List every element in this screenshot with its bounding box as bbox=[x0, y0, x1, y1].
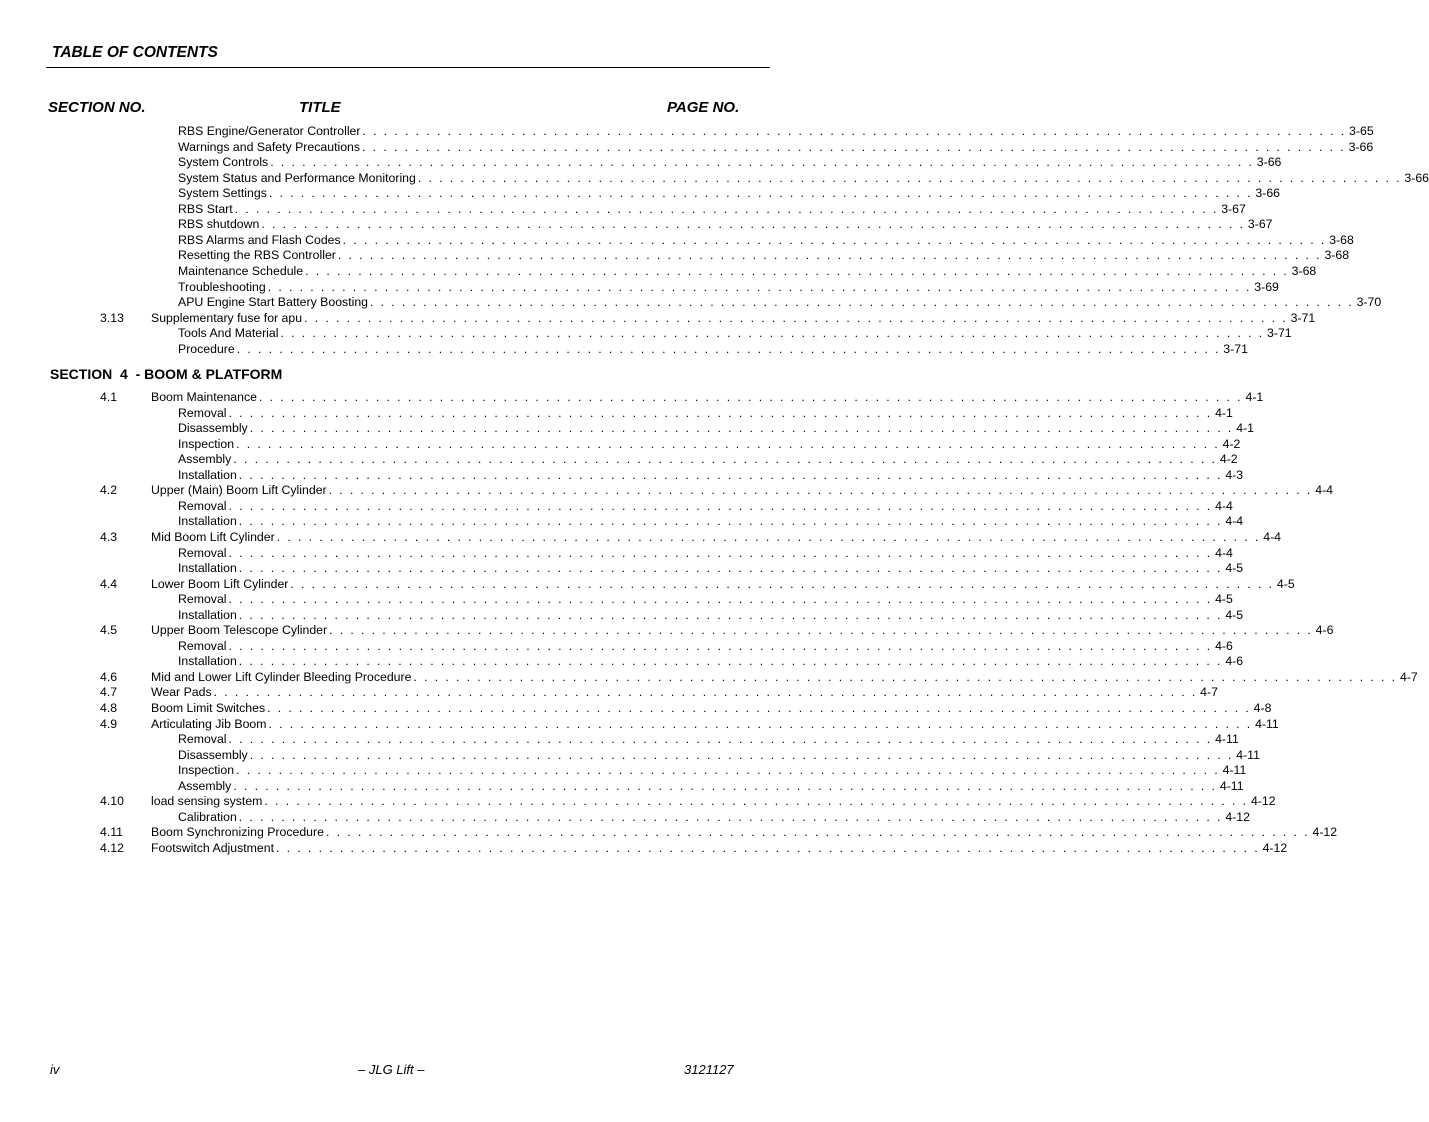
toc-entry-title: RBS shutdown bbox=[178, 217, 260, 232]
toc-entry-title: System Status and Performance Monitoring bbox=[178, 170, 416, 185]
toc-entry-page: 4-1 bbox=[1236, 421, 1255, 436]
toc-entry-page: 3-70 bbox=[1356, 295, 1382, 310]
toc-entry-page: 4-4 bbox=[1215, 545, 1233, 560]
toc-entry-number: 4.2 bbox=[100, 483, 118, 498]
toc-entry-page: 4-12 bbox=[1225, 809, 1250, 824]
toc-entry-title: Maintenance Schedule bbox=[178, 263, 304, 278]
toc-entry-page: 4-11 bbox=[1222, 763, 1247, 778]
toc-dot-leader: . . . . . . . . . . . . . . . . . . . . . . . . . . . . . . . . . . . . . . . . . . . . . . . . . . . . . . . . . . . . . . . . . . . . . . . . . . . . . . . . . . . . . . . . . . . . . bbox=[268, 186, 1253, 201]
section-4-heading[interactable]: SECTION 4 - BOOM & PLATFORM bbox=[50, 366, 283, 382]
toc-entry-title: System Controls bbox=[178, 155, 269, 170]
toc-dot-leader: . . . . . . . . . . . . . . . . . . . . . . . . . . . . . . . . . . . . . . . . . . . . . . . . . . . . . . . . . . . . . . . . . . . . . . . . . . . . . . . . . . . . . . . . . . . . . bbox=[276, 840, 1260, 855]
toc-entry[interactable] bbox=[100, 576, 1295, 593]
toc-entry[interactable] bbox=[100, 390, 1264, 406]
toc-entry-page: 4-12 bbox=[1312, 825, 1338, 840]
toc-entry-title: Disassembly bbox=[178, 421, 248, 436]
toc-entry[interactable] bbox=[178, 561, 1244, 577]
toc-dot-leader: . . . . . . . . . . . . . . . . . . . . . . . . . . . . . . . . . . . . . . . . . . . . . . . . . . . . . . . . . . . . . . . . . . . . . . . . . . . . . . . . . . . . . . . . . . . . . bbox=[213, 685, 1198, 700]
toc-entry-title: Upper (Main) Boom Lift Cylinder bbox=[151, 483, 327, 498]
toc-dot-leader: . . . . . . . . . . . . . . . . . . . . . . . . . . . . . . . . . . . . . . . . . . . . . . . . . . . . . . . . . . . . . . . . . . . . . . . . . . . . . . . . . . . . . . . . . . . . . bbox=[233, 778, 1217, 793]
toc-entry[interactable] bbox=[178, 405, 1233, 422]
toc-entry-page: 3-71 bbox=[1290, 310, 1316, 325]
toc-dot-leader: . . . . . . . . . . . . . . . . . . . . . . . . . . . . . . . . . . . . . . . . . . . . . . . . . . . . . . . . . . . . . . . . . . . . . . . . . . . . . . . . . . . . . . . . . . . . . bbox=[249, 747, 1234, 762]
toc-entry-number: 4.6 bbox=[100, 669, 118, 684]
toc-entry-number: 4.4 bbox=[100, 576, 118, 591]
toc-entry-title: Inspection bbox=[178, 436, 235, 451]
toc-entry-page: 3-66 bbox=[1404, 170, 1429, 185]
toc-entry-title: Calibration bbox=[178, 809, 237, 824]
toc-entry[interactable] bbox=[178, 421, 1255, 437]
toc-entry-page: 4-5 bbox=[1225, 561, 1244, 576]
toc-entry[interactable] bbox=[178, 279, 1279, 296]
toc-dot-leader: . . . . . . . . . . . . . . . . . . . . . . . . . . . . . . . . . . . . . . . . . . . . . . . . . . . . . . . . . . . . . . . . . . . . . . . . . . . . . . . . . . . . . . . . . . . . . bbox=[228, 498, 1213, 513]
toc-entry[interactable] bbox=[100, 529, 1282, 546]
toc-entry-page: 4-4 bbox=[1263, 529, 1282, 544]
toc-entry-title: RBS Alarms and Flash Codes bbox=[178, 232, 341, 247]
toc-entry[interactable] bbox=[178, 778, 1244, 795]
toc-dot-leader: . . . . . . . . . . . . . . . . . . . . . . . . . . . . . . . . . . . . . . . . . . . . . . . . . . . . . . . . . . . . . . . . . . . . . . . . . . . . . . . . . . . . . . . . . . . . . bbox=[236, 763, 1220, 778]
toc-entry[interactable] bbox=[178, 607, 1244, 624]
toc-entry[interactable] bbox=[178, 747, 1260, 764]
toc-entry-title: Warnings and Safety Precautions bbox=[178, 139, 361, 154]
toc-entry-page: 4-6 bbox=[1315, 623, 1334, 638]
toc-entry-page: 4-12 bbox=[1250, 794, 1276, 809]
toc-entry[interactable] bbox=[178, 732, 1239, 748]
toc-dot-leader: . . . . . . . . . . . . . . . . . . . . . . . . . . . . . . . . . . . . . . . . . . . . . . . . . . . . . . . . . . . . . . . . . . . . . . . . . . . . . . . . . . . . . . . . . . . . . bbox=[238, 514, 1223, 529]
toc-dot-leader: . . . . . . . . . . . . . . . . . . . . . . . . . . . . . . . . . . . . . . . . . . . . . . . . . . . . . . . . . . . . . . . . . . . . . . . . . . . . . . . . . . . . . . . . . . . . . bbox=[238, 809, 1223, 824]
toc-entry-page: 4-11 bbox=[1219, 778, 1244, 793]
toc-dot-leader: . . . . . . . . . . . . . . . . . . . . . . . . . . . . . . . . . . . . . . . . . . . . . . . . . . . . . . . . . . . . . . . . . . . . . . . . . . . . . . . . . . . . . . . . . . . . . bbox=[304, 310, 1288, 325]
toc-entry-title: Removal bbox=[178, 405, 227, 420]
toc-entry-title: Removal bbox=[178, 638, 227, 653]
toc-entry-title: Articulating Jib Boom bbox=[151, 716, 267, 731]
toc-entry-title: Footswitch Adjustment bbox=[151, 840, 275, 855]
toc-entry[interactable] bbox=[178, 452, 1238, 468]
toc-dot-leader: . . . . . . . . . . . . . . . . . . . . . . . . . . . . . . . . . . . . . . . . . . . . . . . . . . . . . . . . . . . . . . . . . . . . . . . . . . . . . . . . . . . . . . . . . . . . . bbox=[267, 279, 1252, 294]
toc-entry-page: 3-65 bbox=[1349, 124, 1374, 138]
toc-dot-leader: . . . . . . . . . . . . . . . . . . . . . . . . . . . . . . . . . . . . . . . . . . . . . . . . . . . . . . . . . . . . . . . . . . . . . . . . . . . . . . . . . . . . . . . . . . . . . bbox=[305, 263, 1289, 278]
toc-entry-page: 3-69 bbox=[1254, 279, 1279, 294]
toc-entry-title: Boom Maintenance bbox=[151, 390, 257, 404]
toc-dot-leader: . . . . . . . . . . . . . . . . . . . . . . . . . . . . . . . . . . . . . . . . . . . . . . . . . . . . . . . . . . . . . . . . . . . . . . . . . . . . . . . . . . . . . . . . . . . . . bbox=[233, 452, 1217, 467]
toc-entry[interactable] bbox=[178, 248, 1350, 264]
toc-entry[interactable] bbox=[178, 201, 1246, 218]
toc-entry[interactable] bbox=[178, 763, 1247, 779]
toc-entry-title: Inspection bbox=[178, 763, 235, 778]
toc-entry-page: 3-66 bbox=[1256, 155, 1282, 170]
toc-entry-page: 4-7 bbox=[1200, 685, 1218, 700]
toc-entry-page: 4-5 bbox=[1225, 607, 1244, 622]
toc-entry-number: 4.12 bbox=[100, 840, 124, 855]
toc-entry-page: 4-8 bbox=[1253, 701, 1272, 715]
toc-entry-page: 4-5 bbox=[1276, 576, 1295, 591]
toc-entry-page: 4-4 bbox=[1215, 498, 1233, 513]
toc-entry-title: Installation bbox=[178, 467, 237, 482]
toc-entry[interactable] bbox=[100, 669, 1418, 686]
toc-entry-number: 4.9 bbox=[100, 716, 118, 731]
toc-entry-title: Lower Boom Lift Cylinder bbox=[151, 576, 289, 591]
toc-entry-page: 4-1 bbox=[1245, 390, 1264, 404]
toc-entry-title: Upper Boom Telescope Cylinder bbox=[151, 623, 328, 638]
toc-entry-title: Tools And Material bbox=[178, 326, 279, 341]
toc-dot-leader: . . . . . . . . . . . . . . . . . . . . . . . . . . . . . . . . . . . . . . . . . . . . . . . . . . . . . . . . . . . . . . . . . . . . . . . . . . . . . . . . . . . . . . . . . . . . . bbox=[280, 326, 1265, 341]
toc-entry-title: Assembly bbox=[178, 778, 232, 793]
toc-entry-title: Removal bbox=[178, 732, 227, 747]
toc-entry[interactable] bbox=[178, 155, 1282, 171]
toc-entry-number: 4.10 bbox=[100, 794, 124, 809]
toc-entry-page: 4-2 bbox=[1219, 452, 1238, 467]
toc-entry-title: Boom Synchronizing Procedure bbox=[151, 825, 324, 840]
toc-entry-number: 4.1 bbox=[100, 390, 118, 404]
toc-entry-page: 3-71 bbox=[1223, 341, 1248, 356]
toc-dot-leader: . . . . . . . . . . . . . . . . . . . . . . . . . . . . . . . . . . . . . . . . . . . . . . . . . . . . . . . . . . . . . . . . . . . . . . . . . . . . . . . . . . . . . . . . . . . . . bbox=[258, 390, 1243, 404]
toc-dot-leader: . . . . . . . . . . . . . . . . . . . . . . . . . . . . . . . . . . . . . . . . . . . . . . . . . . . . . . . . . . . . . . . . . . . . . . . . . . . . . . . . . . . . . . . . . . . . . bbox=[238, 607, 1223, 622]
toc-entry-page: 3-71 bbox=[1267, 326, 1292, 341]
toc-entry[interactable] bbox=[178, 809, 1250, 826]
toc-dot-leader: . . . . . . . . . . . . . . . . . . . . . . . . . . . . . . . . . . . . . . . . . . . . . . . . . . . . . . . . . . . . . . . . . . . . . . . . . . . . . . . . . . . . . . . . . . . . . bbox=[362, 139, 1346, 154]
toc-entry-page: 4-12 bbox=[1262, 840, 1288, 855]
toc-entry-page: 4-11 bbox=[1236, 747, 1260, 762]
toc-dot-leader: . . . . . . . . . . . . . . . . . . . . . . . . . . . . . . . . . . . . . . . . . . . . . . . . . . . . . . . . . . . . . . . . . . . . . . . . . . . . . . . . . . . . . . . . . . . . . bbox=[228, 592, 1213, 607]
toc-entry-page: 4-1 bbox=[1215, 405, 1233, 420]
toc-dot-leader: . . . . . . . . . . . . . . . . . . . . . . . . . . . . . . . . . . . . . . . . . . . . . . . . . . . . . . . . . . . . . . . . . . . . . . . . . . . . . . . . . . . . . . . . . . . . . bbox=[238, 654, 1223, 669]
toc-entry[interactable] bbox=[100, 794, 1276, 810]
toc-entry-title: RBS Engine/Generator Controller bbox=[178, 124, 361, 138]
toc-entry-title: Installation bbox=[178, 607, 237, 622]
toc-entry[interactable] bbox=[100, 825, 1338, 841]
toc-entry-page: 4-5 bbox=[1215, 592, 1233, 607]
toc-entry[interactable] bbox=[178, 498, 1233, 515]
toc-entry[interactable] bbox=[178, 545, 1233, 562]
toc-entry-title: load sensing system bbox=[151, 794, 263, 809]
toc-entry[interactable] bbox=[100, 623, 1334, 639]
toc-entry-title: Assembly bbox=[178, 452, 232, 467]
toc-entry-page: 4-11 bbox=[1255, 716, 1279, 731]
toc-entry-number: 4.7 bbox=[100, 685, 118, 700]
toc-entry[interactable] bbox=[100, 840, 1288, 857]
toc-entry-page: 3-68 bbox=[1291, 263, 1317, 278]
toc-entry[interactable] bbox=[178, 592, 1233, 608]
toc-entry[interactable] bbox=[178, 326, 1292, 342]
toc-entry-title: APU Engine Start Battery Boosting bbox=[178, 295, 369, 310]
header-divider bbox=[46, 67, 770, 68]
toc-entry-title: Mid and Lower Lift Cylinder Bleeding Procedure bbox=[151, 669, 412, 684]
toc-dot-leader: . . . . . . . . . . . . . . . . . . . . . . . . . . . . . . . . . . . . . . . . . . . . . . . . . . . . . . . . . . . . . . . . . . . . . . . . . . . . . . . . . . . . . . . . . . . . . bbox=[328, 483, 1313, 498]
toc-entry-page: 4-3 bbox=[1225, 467, 1244, 482]
toc-entry-title: Installation bbox=[178, 654, 237, 669]
toc-entry[interactable] bbox=[178, 124, 1374, 140]
toc-entry[interactable] bbox=[178, 467, 1244, 484]
toc-entry[interactable] bbox=[178, 436, 1241, 453]
toc-entry-number: 3.13 bbox=[100, 310, 124, 325]
toc-entry-page: 3-67 bbox=[1221, 201, 1246, 216]
toc-entry[interactable] bbox=[100, 685, 1218, 701]
footer-center-text: – JLG Lift – bbox=[358, 1062, 425, 1077]
toc-entry-page: 4-6 bbox=[1215, 638, 1233, 653]
toc-entry-number: 4.11 bbox=[100, 825, 124, 840]
toc-entry-page: 4-4 bbox=[1315, 483, 1333, 498]
toc-entry-number: 4.8 bbox=[100, 701, 118, 715]
toc-entry[interactable] bbox=[178, 654, 1244, 670]
toc-entry-title: Disassembly bbox=[178, 747, 248, 762]
footer-page-number: iv bbox=[50, 1062, 60, 1077]
toc-entry[interactable] bbox=[178, 170, 1429, 187]
toc-entry-title: Removal bbox=[178, 592, 227, 607]
toc-dot-leader: . . . . . . . . . . . . . . . . . . . . . . . . . . . . . . . . . . . . . . . . . . . . . . . . . . . . . . . . . . . . . . . . . . . . . . . . . . . . . . . . . . . . . . . . . . . . . bbox=[417, 170, 1402, 185]
toc-entry-number: 4.3 bbox=[100, 529, 118, 544]
toc-dot-leader: . . . . . . . . . . . . . . . . . . . . . . . . . . . . . . . . . . . . . . . . . . . . . . . . . . . . . . . . . . . . . . . . . . . . . . . . . . . . . . . . . . . . . . . . . . . . . bbox=[261, 217, 1245, 232]
toc-dot-leader: . . . . . . . . . . . . . . . . . . . . . . . . . . . . . . . . . . . . . . . . . . . . . . . . . . . . . . . . . . . . . . . . . . . . . . . . . . . . . . . . . . . . . . . . . . . . . bbox=[228, 545, 1213, 560]
toc-entry-page: 3-66 bbox=[1348, 139, 1374, 154]
toc-dot-leader: . . . . . . . . . . . . . . . . . . . . . . . . . . . . . . . . . . . . . . . . . . . . . . . . . . . . . . . . . . . . . . . . . . . . . . . . . . . . . . . . . . . . . . . . . . . . . bbox=[234, 201, 1219, 216]
toc-entry[interactable] bbox=[100, 310, 1316, 327]
toc-entry-title: RBS Start bbox=[178, 201, 233, 216]
toc-entry[interactable] bbox=[100, 716, 1279, 733]
toc-entry-title: Removal bbox=[178, 498, 227, 513]
toc-dot-leader: . . . . . . . . . . . . . . . . . . . . . . . . . . . . . . . . . . . . . . . . . . . . . . . . . . . . . . . . . . . . . . . . . . . . . . . . . . . . . . . . . . . . . . . . . . . . . bbox=[268, 716, 1253, 731]
toc-dot-leader: . . . . . . . . . . . . . . . . . . . . . . . . . . . . . . . . . . . . . . . . . . . . . . . . . . . . . . . . . . . . . . . . . . . . . . . . . . . . . . . . . . . . . . . . . . . . . bbox=[228, 732, 1213, 747]
toc-entry[interactable] bbox=[100, 483, 1333, 499]
toc-dot-leader: . . . . . . . . . . . . . . . . . . . . . . . . . . . . . . . . . . . . . . . . . . . . . . . . . . . . . . . . . . . . . . . . . . . . . . . . . . . . . . . . . . . . . . . . . . . . . bbox=[249, 421, 1234, 436]
toc-entry-title: System Settings bbox=[178, 186, 267, 201]
toc-dot-leader: . . . . . . . . . . . . . . . . . . . . . . . . . . . . . . . . . . . . . . . . . . . . . . . . . . . . . . . . . . . . . . . . . . . . . . . . . . . . . . . . . . . . . . . . . . . . . bbox=[270, 155, 1254, 170]
toc-entry[interactable] bbox=[178, 263, 1317, 280]
toc-entry-page: 4-7 bbox=[1399, 669, 1418, 684]
toc-entry-title: Procedure bbox=[178, 341, 235, 356]
toc-entry[interactable] bbox=[178, 186, 1281, 202]
toc-entry-page: 3-66 bbox=[1255, 186, 1281, 201]
toc-dot-leader: . . . . . . . . . . . . . . . . . . . . . . . . . . . . . . . . . . . . . . . . . . . . . . . . . . . . . . . . . . . . . . . . . . . . . . . . . . . . . . . . . . . . . . . . . . . . . bbox=[264, 794, 1248, 809]
toc-entry[interactable] bbox=[178, 295, 1382, 311]
toc-entry[interactable] bbox=[178, 217, 1273, 233]
toc-dot-leader: . . . . . . . . . . . . . . . . . . . . . . . . . . . . . . . . . . . . . . . . . . . . . . . . . . . . . . . . . . . . . . . . . . . . . . . . . . . . . . . . . . . . . . . . . . . . . bbox=[413, 669, 1397, 684]
toc-entry-title: Mid Boom Lift Cylinder bbox=[151, 529, 275, 544]
toc-entry-title: Installation bbox=[178, 514, 237, 529]
toc-dot-leader: . . . . . . . . . . . . . . . . . . . . . . . . . . . . . . . . . . . . . . . . . . . . . . . . . . . . . . . . . . . . . . . . . . . . . . . . . . . . . . . . . . . . . . . . . . . . . bbox=[236, 341, 1221, 356]
toc-dot-leader: . . . . . . . . . . . . . . . . . . . . . . . . . . . . . . . . . . . . . . . . . . . . . . . . . . . . . . . . . . . . . . . . . . . . . . . . . . . . . . . . . . . . . . . . . . . . . bbox=[228, 405, 1213, 420]
toc-dot-leader: . . . . . . . . . . . . . . . . . . . . . . . . . . . . . . . . . . . . . . . . . . . . . . . . . . . . . . . . . . . . . . . . . . . . . . . . . . . . . . . . . . . . . . . . . . . . . bbox=[238, 561, 1223, 576]
toc-entry[interactable] bbox=[178, 232, 1354, 249]
toc-entry[interactable] bbox=[178, 341, 1248, 358]
toc-dot-leader: . . . . . . . . . . . . . . . . . . . . . . . . . . . . . . . . . . . . . . . . . . . . . . . . . . . . . . . . . . . . . . . . . . . . . . . . . . . . . . . . . . . . . . . . . . . . . bbox=[236, 436, 1220, 451]
toc-dot-leader: . . . . . . . . . . . . . . . . . . . . . . . . . . . . . . . . . . . . . . . . . . . . . . . . . . . . . . . . . . . . . . . . . . . . . . . . . . . . . . . . . . . . . . . . . . . . . bbox=[276, 529, 1261, 544]
toc-entry-title: Supplementary fuse for apu bbox=[151, 310, 303, 325]
column-page-no: PAGE NO. bbox=[667, 99, 740, 116]
toc-entry[interactable] bbox=[178, 514, 1244, 530]
toc-entry-page: 3-68 bbox=[1324, 248, 1350, 263]
toc-entry-page: 4-11 bbox=[1215, 732, 1239, 747]
toc-dot-leader: . . . . . . . . . . . . . . . . . . . . . . . . . . . . . . . . . . . . . . . . . . . . . . . . . . . . . . . . . . . . . . . . . . . . . . . . . . . . . . . . . . . . . . . . . . . . . bbox=[228, 638, 1213, 653]
page-title: TABLE OF CONTENTS bbox=[52, 44, 218, 61]
footer-document-number: 3121127 bbox=[684, 1062, 734, 1077]
toc-entry[interactable] bbox=[100, 701, 1272, 717]
toc-dot-leader: . . . . . . . . . . . . . . . . . . . . . . . . . . . . . . . . . . . . . . . . . . . . . . . . . . . . . . . . . . . . . . . . . . . . . . . . . . . . . . . . . . . . . . . . . . . . . bbox=[267, 701, 1251, 715]
toc-entry-page: 3-68 bbox=[1329, 232, 1354, 247]
toc-entry[interactable] bbox=[178, 638, 1233, 655]
toc-entry-title: Boom Limit Switches bbox=[151, 701, 266, 715]
toc-dot-leader: . . . . . . . . . . . . . . . . . . . . . . . . . . . . . . . . . . . . . . . . . . . . . . . . . . . . . . . . . . . . . . . . . . . . . . . . . . . . . . . . . . . . . . . . . . . . . bbox=[337, 248, 1322, 263]
toc-entry-page: 4-2 bbox=[1222, 436, 1241, 451]
toc-entry-title: Installation bbox=[178, 561, 237, 576]
toc-dot-leader: . . . . . . . . . . . . . . . . . . . . . . . . . . . . . . . . . . . . . . . . . . . . . . . . . . . . . . . . . . . . . . . . . . . . . . . . . . . . . . . . . . . . . . . . . . . . . bbox=[290, 576, 1274, 591]
toc-entry-title: Troubleshooting bbox=[178, 279, 266, 294]
toc-dot-leader: . . . . . . . . . . . . . . . . . . . . . . . . . . . . . . . . . . . . . . . . . . . . . . . . . . . . . . . . . . . . . . . . . . . . . . . . . . . . . . . . . . . . . . . . . . . . . bbox=[329, 623, 1313, 638]
toc-dot-leader: . . . . . . . . . . . . . . . . . . . . . . . . . . . . . . . . . . . . . . . . . . . . . . . . . . . . . . . . . . . . . . . . . . . . . . . . . . . . . . . . . . . . . . . . . . . . . bbox=[342, 232, 1327, 247]
toc-dot-leader: . . . . . . . . . . . . . . . . . . . . . . . . . . . . . . . . . . . . . . . . . . . . . . . . . . . . . . . . . . . . . . . . . . . . . . . . . . . . . . . . . . . . . . . . . . . . . bbox=[370, 295, 1354, 310]
toc-dot-leader: . . . . . . . . . . . . . . . . . . . . . . . . . . . . . . . . . . . . . . . . . . . . . . . . . . . . . . . . . . . . . . . . . . . . . . . . . . . . . . . . . . . . . . . . . . . . . bbox=[325, 825, 1310, 840]
toc-entry-page: 3-67 bbox=[1247, 217, 1273, 232]
toc-dot-leader: . . . . . . . . . . . . . . . . . . . . . . . . . . . . . . . . . . . . . . . . . . . . . . . . . . . . . . . . . . . . . . . . . . . . . . . . . . . . . . . . . . . . . . . . . . . . . bbox=[238, 467, 1223, 482]
toc-entry-title: Removal bbox=[178, 545, 227, 560]
toc-entry-number: 4.5 bbox=[100, 623, 118, 638]
toc-entry-title: Resetting the RBS Controller bbox=[178, 248, 336, 263]
toc-dot-leader: . . . . . . . . . . . . . . . . . . . . . . . . . . . . . . . . . . . . . . . . . . . . . . . . . . . . . . . . . . . . . . . . . . . . . . . . . . . . . . . . . . . . . . . . . . . . . bbox=[362, 124, 1347, 138]
toc-entry-page: 4-4 bbox=[1225, 514, 1244, 529]
column-section-no: SECTION NO. bbox=[48, 99, 146, 116]
toc-entry-title: Wear Pads bbox=[151, 685, 212, 700]
toc-entry-page: 4-6 bbox=[1225, 654, 1244, 669]
column-title: TITLE bbox=[299, 99, 341, 116]
toc-entry[interactable] bbox=[178, 139, 1374, 156]
